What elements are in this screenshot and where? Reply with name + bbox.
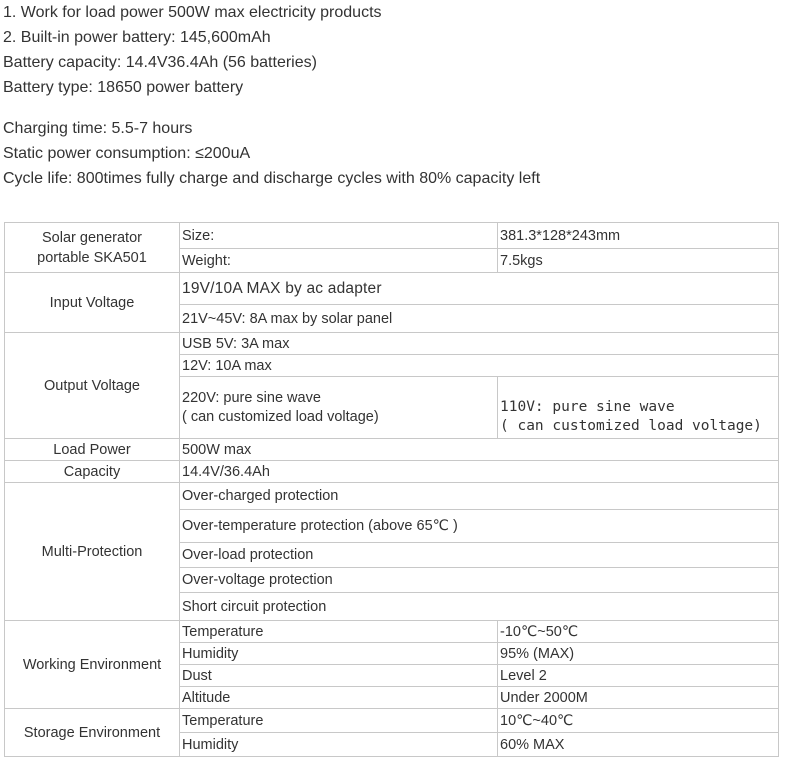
- output-110v: [498, 377, 779, 439]
- intro-line: Static power consumption: ≤200uA: [3, 145, 251, 162]
- storage-env-label: Storage Environment: [5, 709, 180, 757]
- storage-env-value: 60% MAX: [498, 733, 779, 757]
- working-env-key: Temperature: [180, 621, 498, 643]
- working-env-label: Working Environment: [5, 621, 180, 709]
- weight-label: Weight:: [180, 249, 498, 273]
- table-row: [5, 333, 779, 355]
- paragraph-gap: [3, 100, 783, 116]
- output-110v-line2: ( can customized load voltage): [500, 417, 762, 434]
- product-label-line2: portable SKA501: [37, 249, 147, 266]
- product-label-cell: [5, 223, 180, 273]
- table-row: [5, 709, 779, 733]
- output-220v-line2: ( can customized load voltage): [182, 408, 379, 425]
- working-env-value: Level 2: [498, 665, 779, 687]
- input-voltage-label: Input Voltage: [5, 273, 180, 333]
- input-voltage-solar: 21V~45V: 8A max by solar panel: [180, 305, 779, 333]
- table-row: [5, 223, 779, 249]
- protection-item: Over-charged protection: [180, 483, 779, 510]
- intro-line: Battery capacity: 14.4V36.4Ah (56 batteries): [3, 54, 317, 71]
- protection-item: Over-voltage protection: [180, 568, 779, 593]
- table-row: [5, 483, 779, 510]
- output-12v: 12V: 10A max: [180, 355, 779, 377]
- table-row: [5, 273, 779, 305]
- output-220v-line1: 220V: pure sine wave: [182, 389, 321, 406]
- working-env-value: 95% (MAX): [498, 643, 779, 665]
- working-env-key: Humidity: [180, 643, 498, 665]
- working-env-key: Dust: [180, 665, 498, 687]
- working-env-value: -10℃~50℃: [498, 621, 779, 643]
- table-row: [5, 621, 779, 643]
- product-label-line1: Solar generator: [42, 229, 142, 246]
- intro-line: Cycle life: 800times fully charge and discharge cycles with 80% capacity left: [3, 170, 541, 187]
- output-110v-line1: 110V: pure sine wave: [500, 398, 675, 415]
- output-220v: [180, 377, 498, 439]
- storage-env-key: Humidity: [180, 733, 498, 757]
- size-label: Size:: [180, 223, 498, 249]
- working-env-value: Under 2000M: [498, 687, 779, 709]
- spec-table: [4, 222, 779, 757]
- storage-env-key: Temperature: [180, 709, 498, 733]
- protection-item: Short circuit protection: [180, 593, 779, 621]
- output-voltage-label: Output Voltage: [5, 333, 180, 439]
- load-power-label: Load Power: [5, 439, 180, 461]
- capacity-label: Capacity: [5, 461, 180, 483]
- storage-env-value: 10℃~40℃: [498, 709, 779, 733]
- input-voltage-adapter: 19V/10A MAX by ac adapter: [180, 273, 779, 305]
- protection-item: Over-temperature protection (above 65℃ ): [180, 510, 779, 543]
- protection-label: Multi-Protection: [5, 483, 180, 621]
- intro-line: 1. Work for load power 500W max electricity products: [3, 4, 382, 21]
- intro-line: 2. Built-in power battery: 145,600mAh: [3, 29, 271, 46]
- intro-text: [3, 0, 783, 191]
- intro-line: Battery type: 18650 power battery: [3, 79, 244, 96]
- weight-value: 7.5kgs: [498, 249, 779, 273]
- table-row: [5, 439, 779, 461]
- protection-item: Over-load protection: [180, 543, 779, 568]
- capacity-value: 14.4V/36.4Ah: [180, 461, 779, 483]
- working-env-key: Altitude: [180, 687, 498, 709]
- size-value: 381.3*128*243mm: [498, 223, 779, 249]
- intro-line: Charging time: 5.5-7 hours: [3, 120, 193, 137]
- load-power-value: 500W max: [180, 439, 779, 461]
- output-usb: USB 5V: 3A max: [180, 333, 779, 355]
- table-row: [5, 461, 779, 483]
